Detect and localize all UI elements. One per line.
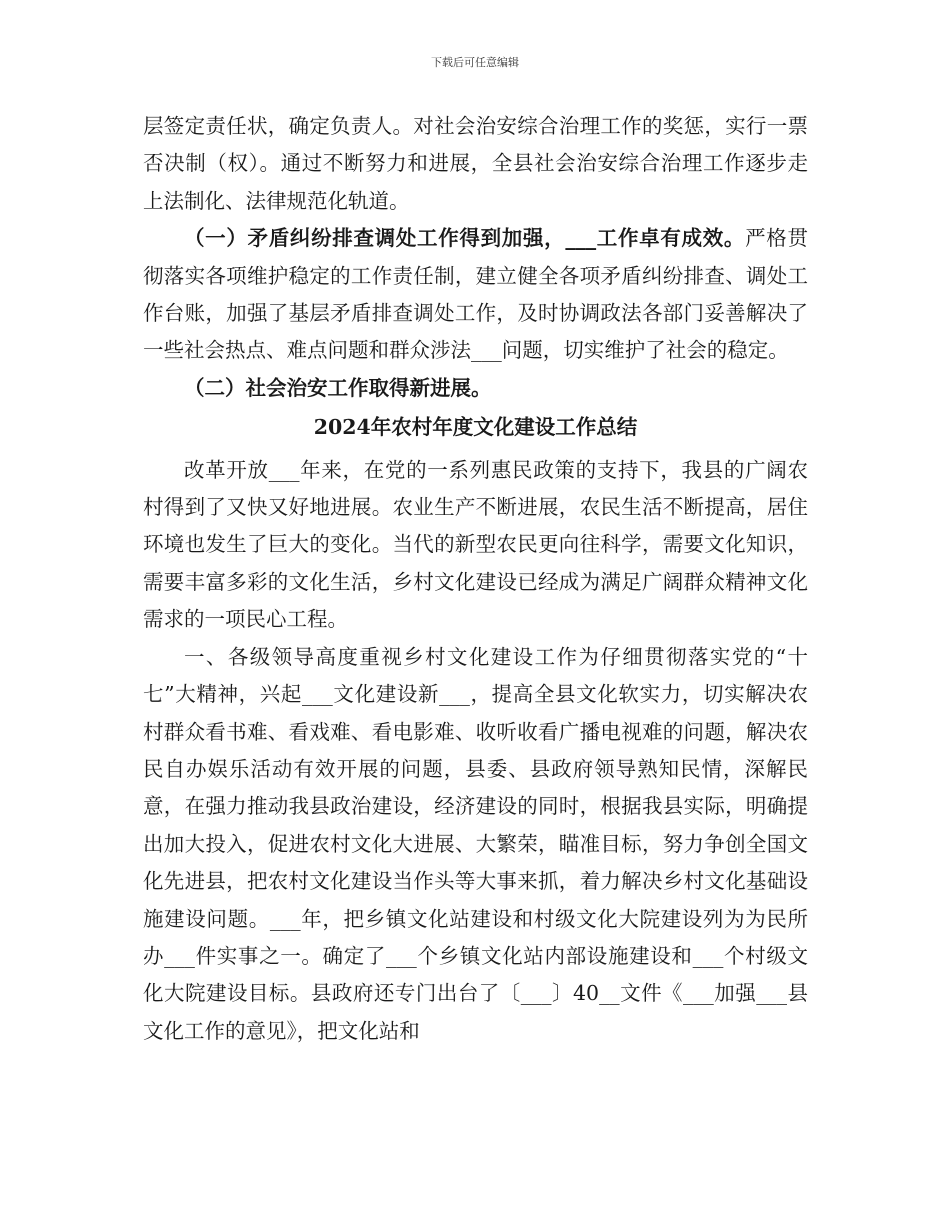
paragraph-2 — [143, 220, 808, 370]
document-body — [143, 108, 808, 1050]
section-heading-1: （一）矛盾纠纷排查调处工作得到加强，___工作卓有成效。 — [184, 226, 746, 251]
paragraph-2-text: 严格贯彻落实各项维护稳定的工作责任制，建立健全各项矛盾纠纷排查、调处工作台账，加强了基层矛盾排查调处工作，及时协调政法各部门妥善解决了一些社会热点、难点问题和群众涉法___问题，切实维护了社会的稳定。 — [143, 226, 808, 363]
document-title: 2024年农村年度文化建设工作总结 — [313, 415, 638, 440]
page-header-note: 下载后可任意编辑 — [431, 56, 519, 69]
paragraph-4: 改革开放___年来，在党的一系列惠民政策的支持下，我县的广阔农村得到了又快又好地进展。农业生产不断进展，农民生活不断提高，居住环境也发生了巨大的变化。当代的新型农民更向往科学，需要文化知识，需要丰富多彩的文化生活，乡村文化建设已经成为满足广阔群众精神文化需求的一项民心工程。 — [143, 457, 808, 632]
paragraph-5: 一、各级领导高度重视乡村文化建设工作为仔细贯彻落实党的“十七”大精神，兴起___文化建设新___，提高全县文化软实力，切实解决农村群众看书难、看戏难、看电影难、收听收看广播电视难的问题，解决农民自办娱乐活动有效开展的问题，县委、县政府领导熟知民情，深解民意，在强力推动我县政治建设，经济建设的同时，根据我县实际，明确提出加大投入，促进农村文化大进展、大繁荣，瞄准目标，努力争创全国文化先进县，把农村文化建设当作头等大事来抓，着力解决乡村文化基础设施建设问题。___年，把乡镇文化站建设和村级文化大院建设列为为民所办___件实事之一。确定了___个乡镇文化站内部设施建设和___个村级文化大院建设目标。县政府还专门出台了〔___〕40__文件《___加强___县文化工作的意见》，把文化站和 — [143, 644, 808, 1043]
paragraph-1: 层签定责任状，确定负责人。对社会治安综合治理工作的奖惩，实行一票否决制（权）。通过不断努力和进展，全县社会治安综合治理工作逐步走上法制化、法律规范化轨道。 — [143, 114, 808, 213]
section-heading-2: （二）社会治安工作取得新进展。 — [184, 375, 492, 400]
